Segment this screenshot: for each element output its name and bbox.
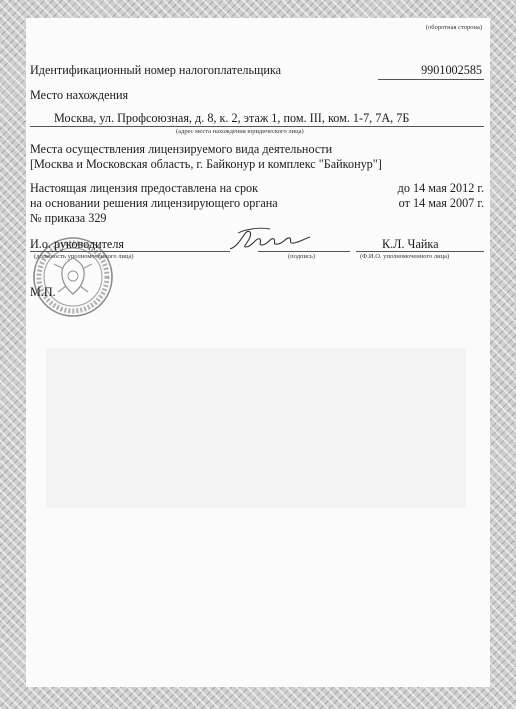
name-caption: (Ф.И.О. уполномоченного лица) [360, 253, 450, 260]
stamp-mark: М.П. [30, 285, 56, 299]
signature-underline [258, 251, 350, 252]
name-underline [356, 251, 484, 252]
position-caption: (должность уполномоченного лица) [34, 253, 134, 260]
tin-label: Идентификационный номер налогоплательщика [30, 63, 282, 77]
order-number: № приказа 329 [30, 211, 107, 225]
position-underline [30, 251, 230, 252]
reverse-side-label: (оборотная сторона) [425, 24, 482, 31]
tin-underline [378, 79, 484, 80]
location-label: Место нахождения [30, 88, 129, 102]
location-address: Москва, ул. Профсоюзная, д. 8, к. 2, этаж 1, пом. III, ком. 1-7, 7А, 7Б [54, 111, 410, 125]
tin-value: 9901002585 [421, 63, 482, 77]
activity-label: Места осуществления лицензируемого вида деятельности [30, 142, 333, 156]
faded-background-text [46, 348, 466, 508]
address-caption: (адрес места нахождения юридического лица) [176, 128, 304, 135]
activity-places: [Москва и Московская область, г. Байконур и комплекс "Байконур"] [30, 157, 382, 171]
address-underline [30, 126, 484, 127]
signer-name: К.Л. Чайка [382, 237, 439, 251]
document-body [26, 18, 490, 687]
signature-caption: (подпись) [288, 253, 315, 260]
term-decision-date: от 14 мая 2007 г. [398, 196, 484, 210]
term-line2: на основании решения лицензирующего органа [30, 196, 278, 210]
position-title: И.о. руководителя [30, 237, 125, 251]
term-valid-until: до 14 мая 2012 г. [397, 181, 484, 195]
term-line1: Настоящая лицензия предоставлена на срок [30, 181, 259, 195]
